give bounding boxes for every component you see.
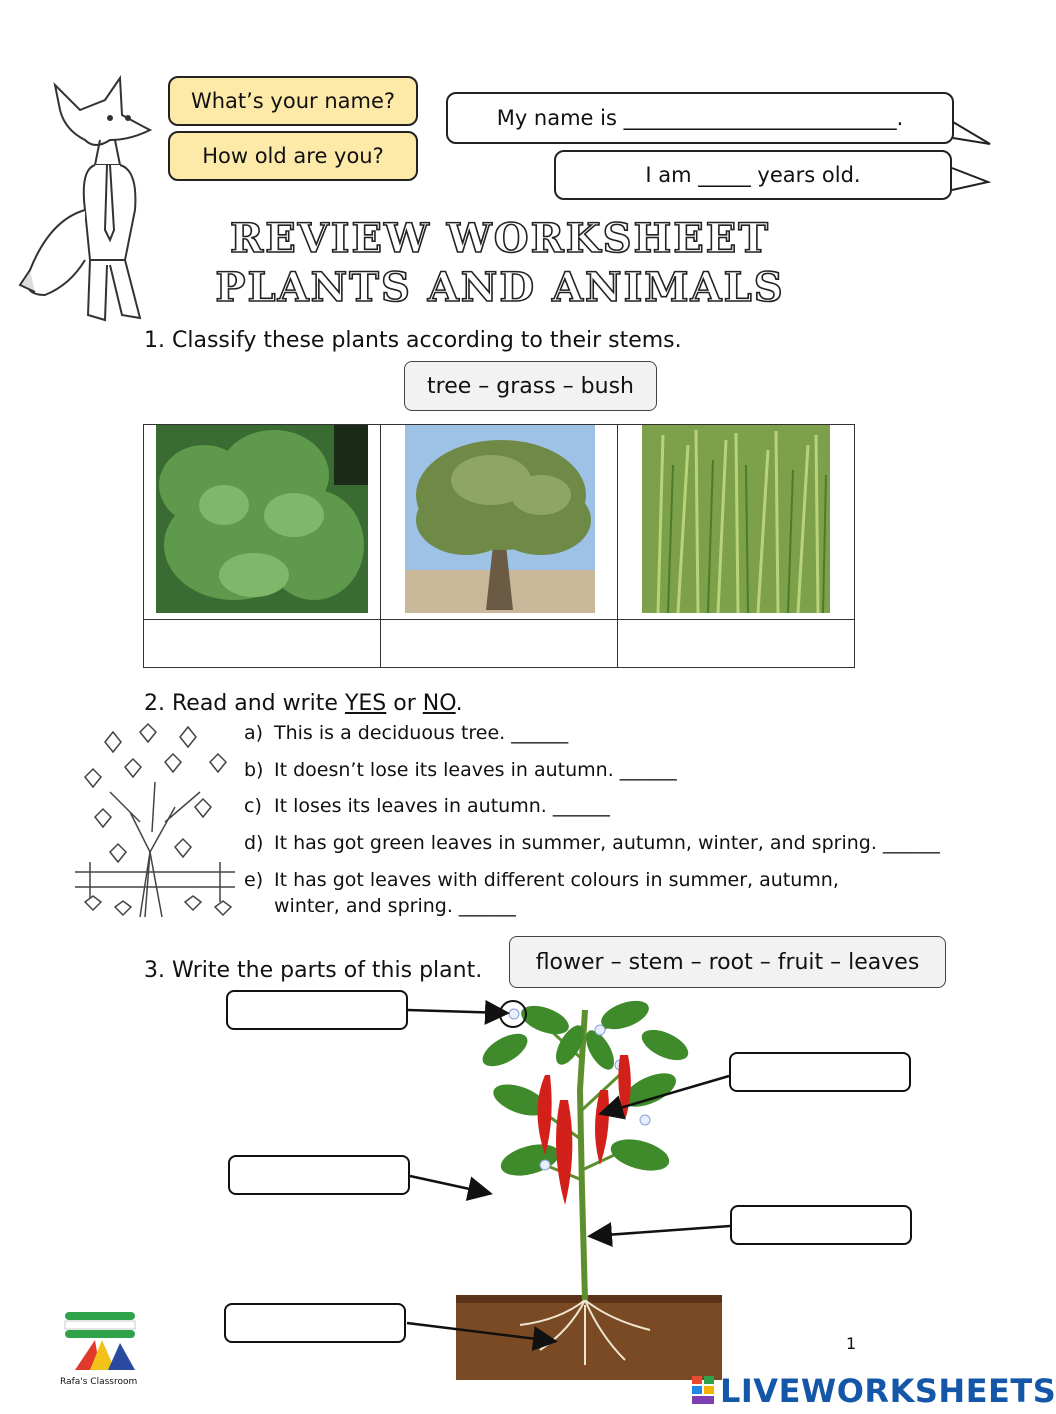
- title-line-1: REVIEW WORKSHEET: [229, 215, 770, 262]
- label-box-leaves[interactable]: [228, 1155, 410, 1195]
- question-b-label: b): [244, 759, 264, 781]
- label-box-flower[interactable]: [226, 990, 408, 1030]
- section2-no: NO: [422, 691, 456, 716]
- section2-yes: YES: [344, 691, 387, 716]
- question-e-text: It has got leaves with different colours in summer, autumn,: [274, 869, 839, 891]
- page-number: 1: [846, 1334, 857, 1353]
- question-d-text: It has got green leaves in summer, autumn, winter, and spring. ______: [274, 832, 940, 854]
- section2-or: or: [386, 691, 423, 716]
- answer-name-text: My name is __________________________.: [496, 106, 904, 130]
- logo-caption: Rafa's Classroom: [60, 1377, 138, 1387]
- label-box-fruit[interactable]: [729, 1052, 911, 1092]
- liveworksheets-brand[interactable]: LIVEWORKSHEETS: [720, 1372, 1056, 1410]
- answer-age-text: I am _____ years old.: [645, 163, 861, 187]
- question-c-label: c): [244, 795, 262, 817]
- question-a-label: a): [244, 722, 264, 744]
- question-a-text: This is a deciduous tree. ______: [274, 722, 569, 744]
- section2-period: .: [455, 691, 463, 716]
- question-age-text: How old are you?: [202, 144, 384, 168]
- question-e-label: e): [244, 869, 264, 891]
- section1-heading: 1. Classify these plants according to their stems.: [144, 328, 682, 353]
- question-c-text: It loses its leaves in autumn. ______: [274, 795, 610, 817]
- question-d-label: d): [244, 832, 264, 854]
- question-e2-text: winter, and spring. ______: [274, 895, 516, 917]
- rafas-classroom-logo: [60, 1308, 145, 1378]
- question-name-text: What’s your name?: [190, 89, 396, 113]
- liveworksheets-logo-icon: [692, 1376, 716, 1404]
- label-box-root[interactable]: [224, 1303, 406, 1343]
- section3-word-bank-text: flower – stem – root – fruit – leaves: [535, 949, 920, 975]
- label-box-stem[interactable]: [730, 1205, 912, 1245]
- section2-heading-prefix: 2. Read and write: [144, 691, 345, 716]
- question-b-text: It doesn’t lose its leaves in autumn. ______: [274, 759, 677, 781]
- section1-word-bank-text: tree – grass – bush: [427, 373, 634, 399]
- title-line-2: PLANTS AND ANIMALS: [215, 264, 785, 311]
- section3-heading: 3. Write the parts of this plant.: [144, 958, 483, 983]
